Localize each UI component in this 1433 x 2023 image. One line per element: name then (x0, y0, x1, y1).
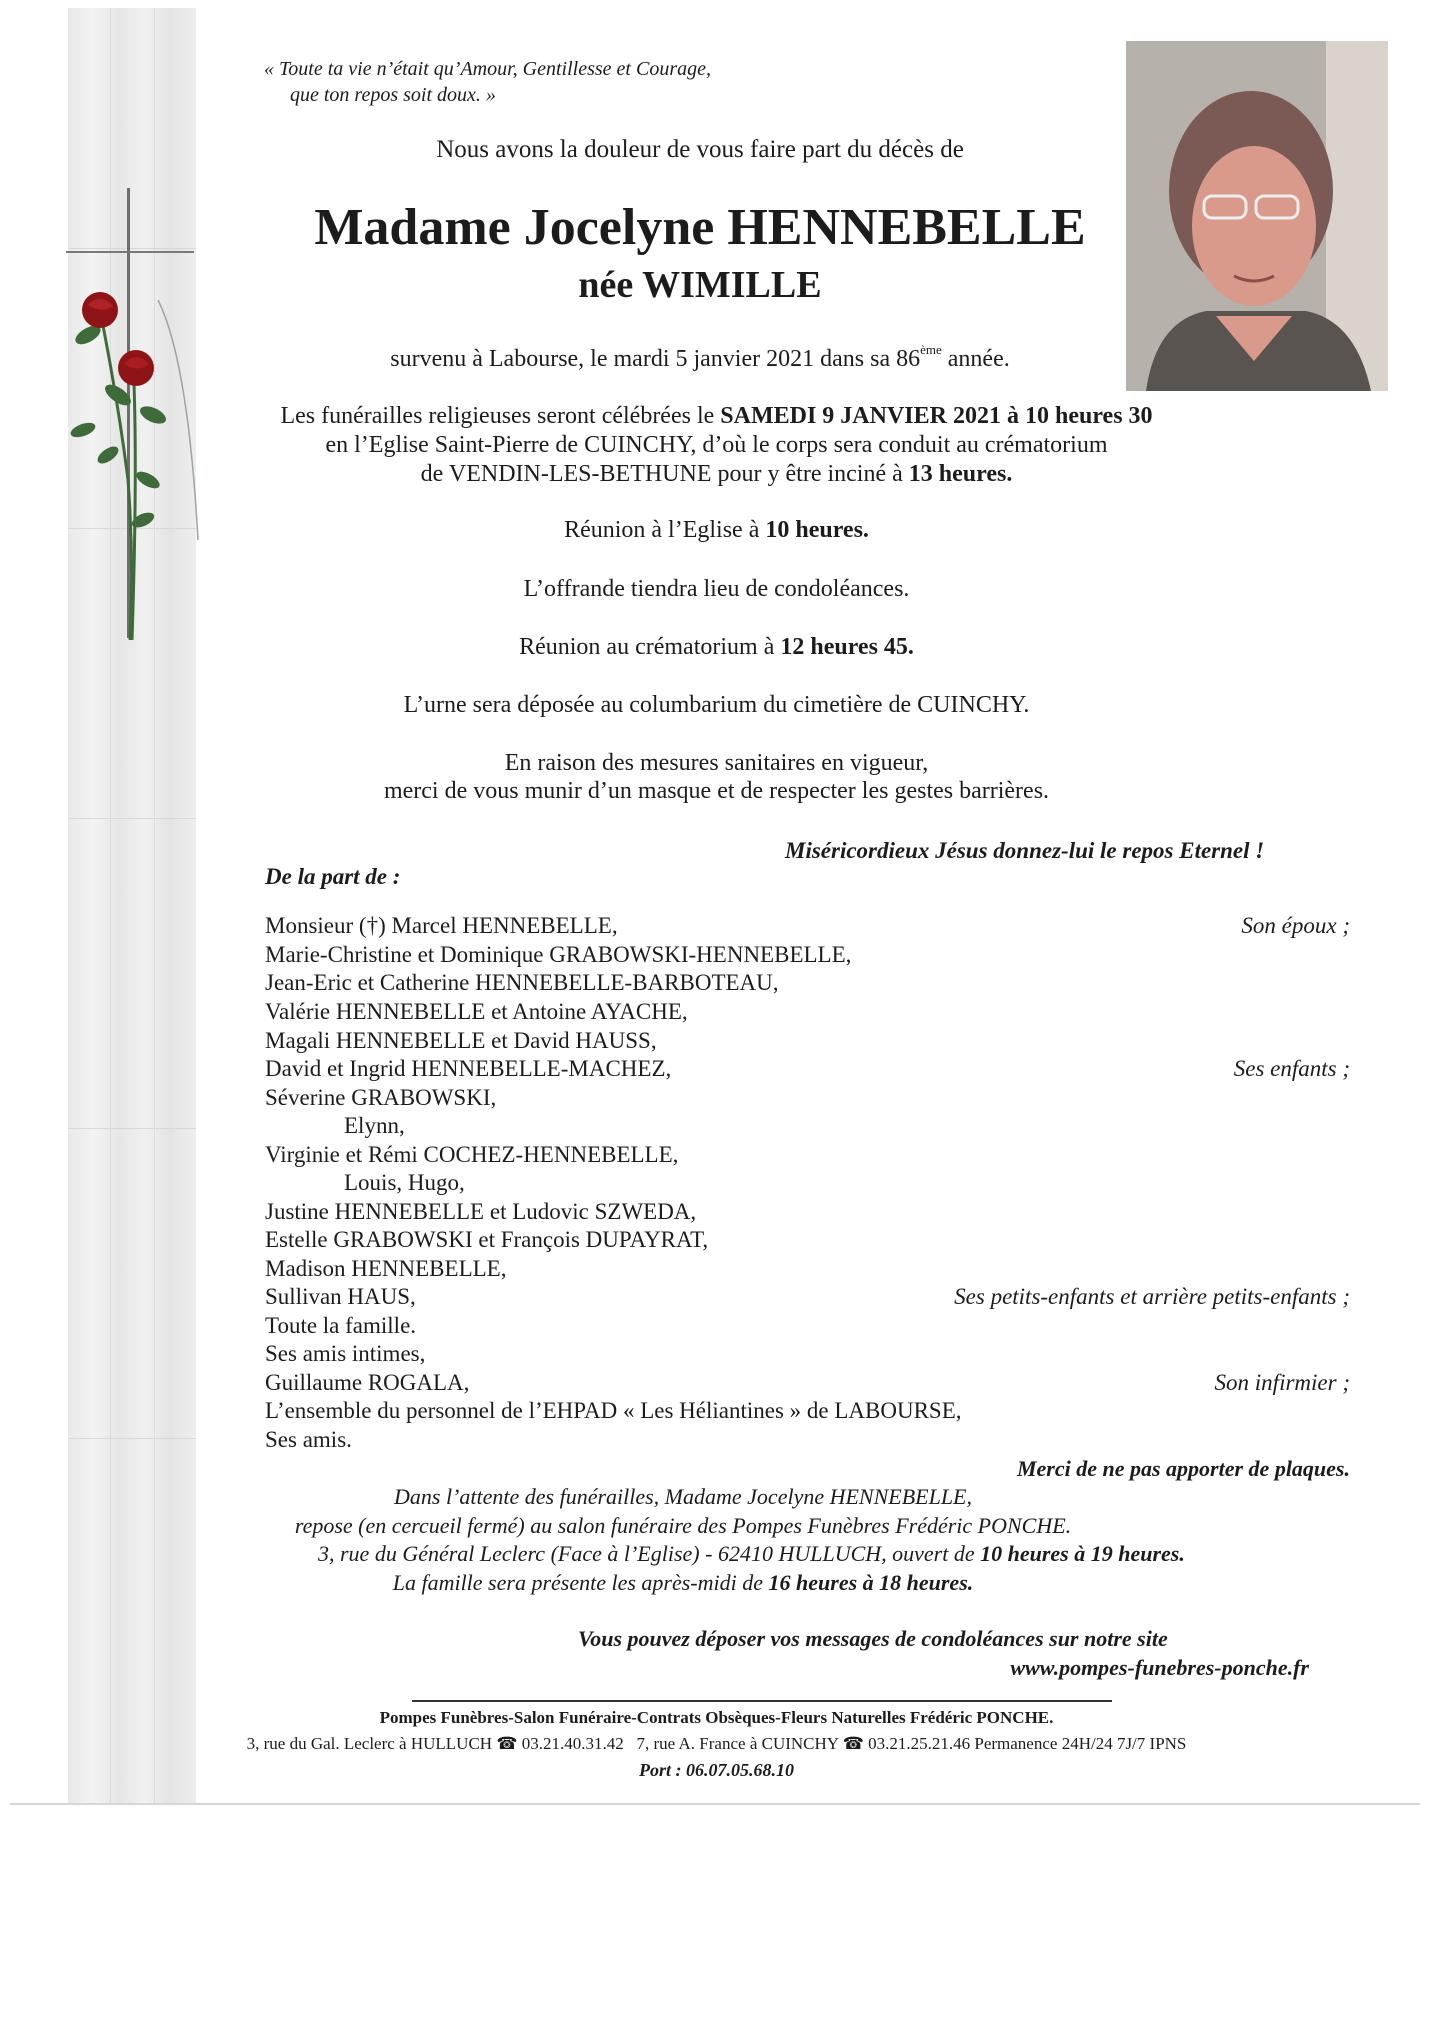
family-member: Justine HENNEBELLE et Ludovic SZWEDA, (265, 1199, 697, 1224)
covid-note-1: En raison des mesures sanitaires en vigueur, (504, 750, 929, 776)
family-member: Jean-Eric et Catherine HENNEBELLE-BARBOTEAU, (265, 970, 779, 995)
deceased-name: Madame Jocelyne HENNEBELLE (314, 199, 1086, 256)
phone-icon: ☎ (842, 1734, 864, 1753)
family-hours: La famille sera présente les après-midi de 16 heures à 18 heures. (392, 1570, 974, 1595)
role-spouse: Son époux ; (1241, 913, 1350, 938)
family-member: Sullivan HAUS, (265, 1284, 416, 1309)
family-member: Ses amis. (265, 1427, 352, 1452)
company-name: Pompes Funèbres-Salon Funéraire-Contrats Obsèques-Fleurs Naturelles Frédéric PONCHE. (379, 1708, 1054, 1727)
church-meeting: Réunion à l’Eglise à 10 heures. (564, 517, 869, 543)
rest-note-2: repose (en cercueil fermé) au salon funéraire des Pompes Funèbres Frédéric PONCHE. (294, 1513, 1072, 1538)
cross-bar (66, 251, 194, 253)
no-plaques-note: Merci de ne pas apporter de plaques. (1016, 1456, 1350, 1481)
portrait-photo (1126, 41, 1388, 391)
role-grandchildren: Ses petits-enfants et arrière petits-enfants ; (954, 1284, 1350, 1309)
condolence-message: Vous pouvez déposer vos messages de condoléances sur notre site (578, 1626, 1168, 1651)
offering-note: L’offrande tiendra lieu de condoléances. (523, 576, 910, 602)
urn-note: L’urne sera déposée au columbarium du cimetière de CUINCHY. (403, 692, 1030, 718)
crematorium-meeting: Réunion au crématorium à 12 heures 45. (519, 634, 914, 660)
opening-quote: « Toute ta vie n’était qu’Amour, Gentillesse et Courage, que ton repos soit doux. » (264, 58, 711, 106)
maiden-name: née WIMILLE (578, 264, 822, 306)
footer-divider (412, 1700, 1112, 1702)
de-la-part-heading: De la part de : (265, 864, 401, 889)
family-member: Guillaume ROGALA, (265, 1370, 470, 1395)
rest-address: 3, rue du Général Leclerc (Face à l’Eglise) - 62410 HULLUCH, ouvert de 10 heures à 19 heures. (318, 1541, 1185, 1566)
announcement-text: Nous avons la douleur de vous faire part du décès de (436, 136, 964, 163)
role-children: Ses enfants ; (1233, 1056, 1350, 1081)
death-notice: survenu à Labourse, le mardi 5 janvier 2021 dans sa 86ème année. (390, 342, 1010, 372)
role-nurse: Son infirmier ; (1214, 1370, 1350, 1395)
family-member: Madison HENNEBELLE, (265, 1256, 507, 1281)
family-member: L’ensemble du personnel de l’EHPAD « Les Héliantines » de LABOURSE, (265, 1398, 962, 1423)
funeral-line-2: en l’Eglise Saint-Pierre de CUINCHY, d’où le corps sera conduit au crématorium (325, 432, 1108, 458)
family-member: Magali HENNEBELLE et David HAUSS, (265, 1028, 657, 1053)
covid-note-2: merci de vous munir d’un masque et de respecter les gestes barrières. (383, 778, 1050, 804)
scan-edge (10, 1803, 1420, 1805)
family-member: Marie-Christine et Dominique GRABOWSKI-HENNEBELLE, (265, 942, 852, 967)
website-link[interactable]: www.pompes-funebres-ponche.fr (1010, 1655, 1309, 1680)
mobile-number: Port : 06.07.05.68.10 (639, 1760, 794, 1780)
family-member: Elynn, (344, 1113, 405, 1138)
family-member: Valérie HENNEBELLE et Antoine AYACHE, (265, 999, 688, 1024)
family-member: Louis, Hugo, (344, 1170, 465, 1195)
prayer-line: Miséricordieux Jésus donnez-lui le repos Eternel ! (785, 838, 1265, 863)
funeral-line-3: de VENDIN-LES-BETHUNE pour y être inciné à 13 heures. (420, 461, 1013, 487)
family-member: Séverine GRABOWSKI, (265, 1085, 497, 1110)
family-member: Estelle GRABOWSKI et François DUPAYRAT, (265, 1227, 709, 1252)
family-member: Virginie et Rémi COCHEZ-HENNEBELLE, (265, 1142, 679, 1167)
funeral-line-1: Les funérailles religieuses seront célébrées le SAMEDI 9 JANVIER 2021 à 10 heures 30 (280, 403, 1153, 429)
phone-icon: ☎ (496, 1734, 518, 1753)
family-member: Monsieur (†) Marcel HENNEBELLE, (265, 913, 618, 938)
company-contacts: 3, rue du Gal. Leclerc à HULLUCH ☎ 03.21.40.31.42 7, rue A. France à CUINCHY ☎ 03.21.25.21.46 Permanence 24H/24 7J/7 IPNS (246, 1734, 1187, 1753)
family-member: Ses amis intimes, (265, 1341, 426, 1366)
family-member: David et Ingrid HENNEBELLE-MACHEZ, (265, 1056, 672, 1081)
rest-note-1: Dans l’attente des funérailles, Madame Jocelyne HENNEBELLE, (394, 1484, 972, 1509)
family-member: Toute la famille. (265, 1313, 417, 1338)
